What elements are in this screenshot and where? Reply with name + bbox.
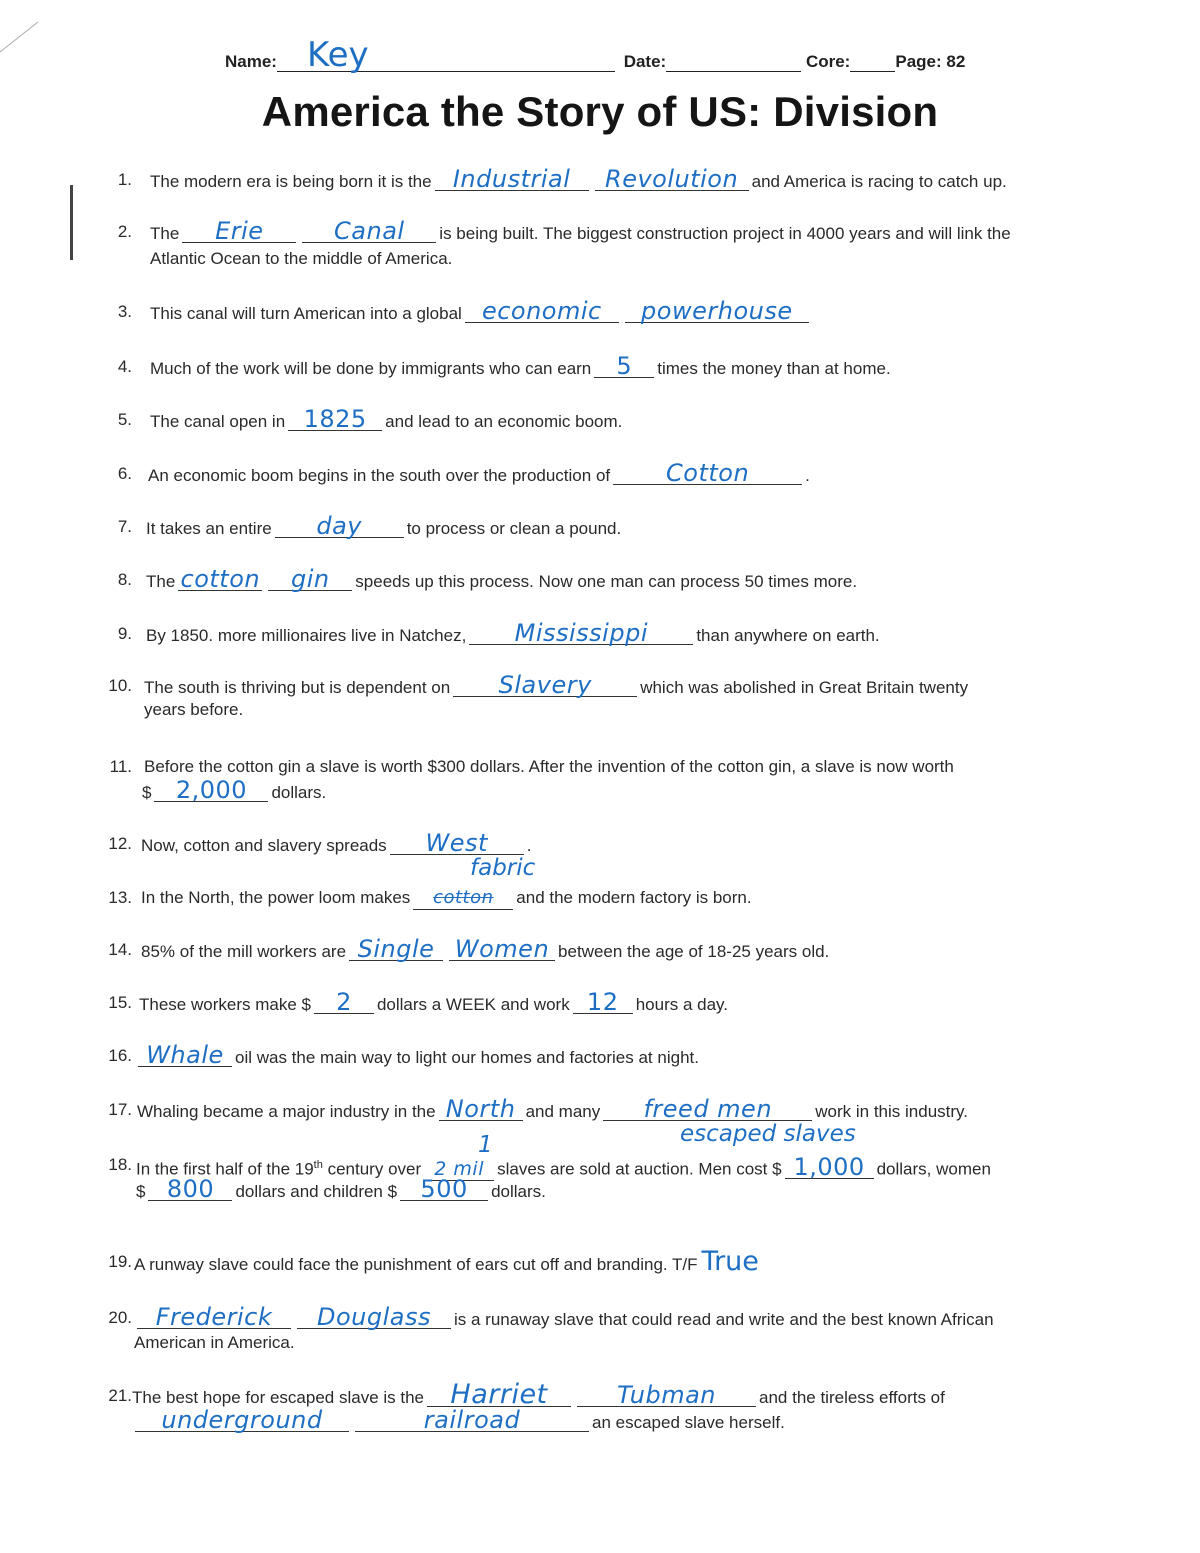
answer-blank[interactable]: Erie: [182, 220, 296, 243]
question-number: 10.: [108, 676, 132, 695]
answer-blank[interactable]: West: [390, 832, 524, 855]
question-number: 19.: [108, 1252, 132, 1271]
answer-blank[interactable]: Canal: [302, 220, 436, 243]
question-number: 16.: [108, 1046, 132, 1065]
question-number: 6.: [117, 464, 132, 483]
answer-blank[interactable]: 2,000: [154, 779, 268, 802]
question-text: A runway slave could face the punishment of ears cut off and branding. T/F True: [134, 1246, 759, 1277]
answer-blank[interactable]: freed men: [603, 1098, 812, 1121]
name-label: Name:: [225, 52, 277, 71]
question-number: 5.: [117, 410, 132, 429]
answer-blank[interactable]: 800: [148, 1178, 232, 1201]
question-text-line2: American in America.: [134, 1333, 295, 1352]
answer-blank[interactable]: Mississippi: [469, 622, 693, 645]
name-field: [277, 35, 615, 75]
question-text-line2: $ 2,000 dollars.: [142, 776, 327, 804]
question-text: An economic boom begins in the south over the production of Cotton .: [148, 459, 810, 487]
answer-blank[interactable]: 12: [573, 991, 633, 1014]
question-number: 13.: [108, 888, 132, 907]
worksheet-header: [225, 35, 966, 75]
question-text: Now, cotton and slavery spreads West .: [141, 829, 532, 857]
answer-handwritten[interactable]: True: [701, 1246, 759, 1277]
question-number: 18.: [108, 1155, 132, 1174]
question-number: 1.: [117, 170, 132, 189]
answer-blank[interactable]: 1825: [288, 408, 382, 431]
question-text-line2: $ 800 dollars and children $ 500 dollars.: [136, 1175, 546, 1203]
answer-blank-crossed[interactable]: cotton: [413, 887, 513, 910]
answer-blank[interactable]: powerhouse: [625, 300, 809, 323]
answer-blank[interactable]: gin: [268, 568, 352, 591]
question-text: The Erie Canal is being built. The biggest construction project in 4000 years and will link the: [150, 217, 1011, 245]
page-title: America the Story of US: Division: [261, 88, 939, 135]
answer-blank[interactable]: Harriet: [427, 1384, 571, 1407]
answer-blank[interactable]: North: [439, 1098, 523, 1121]
binder-mark: [70, 185, 73, 260]
question-text: Whale oil was the main way to light our homes and factories at night.: [135, 1044, 699, 1070]
answer-blank[interactable]: Douglass: [297, 1306, 451, 1329]
question-text: Before the cotton gin a slave is worth $300 dollars. After the invention of the cotton gin, a slave is now worth: [144, 757, 954, 776]
answer-blank[interactable]: day: [275, 515, 404, 538]
answer-blank[interactable]: underground: [135, 1409, 349, 1432]
question-text-line2: Atlantic Ocean to the middle of America.: [150, 249, 453, 268]
question-text: The cotton gin speeds up this process. Now one man can process 50 times more.: [146, 565, 858, 593]
question-text: Frederick Douglass is a runaway slave that could read and write and the best known African: [134, 1306, 994, 1332]
answer-blank[interactable]: 1,000: [785, 1156, 874, 1179]
answer-blank[interactable]: economic: [465, 300, 619, 323]
answer-blank[interactable]: Cotton: [613, 462, 802, 485]
question-text: Whaling became a major industry in the North and many freed men work in this industry.: [137, 1095, 968, 1123]
answer-blank[interactable]: cotton: [178, 568, 262, 591]
answer-correction: fabric: [470, 855, 536, 881]
answer-blank[interactable]: railroad: [355, 1409, 589, 1432]
question-number: 2.: [117, 222, 132, 241]
question-text-line2: underground railroad an escaped slave herself.: [132, 1409, 785, 1435]
question-number: 14.: [108, 940, 132, 959]
question-number: 15.: [108, 993, 132, 1012]
answer-blank[interactable]: Women: [449, 938, 555, 961]
answer-blank[interactable]: Single: [349, 938, 443, 961]
answer-blank[interactable]: Slavery: [453, 674, 637, 697]
question-number: 11.: [109, 757, 132, 776]
answer-blank[interactable]: Industrial: [435, 168, 589, 191]
question-number: 8.: [117, 570, 132, 589]
name-value: Key: [306, 35, 369, 75]
question-text: The canal open in 1825 and lead to an economic boom.: [150, 405, 623, 433]
page-label: Page: 82: [895, 52, 966, 71]
question-text: In the first half of the 19th century over 2 mil slaves are sold at auction. Men cost $ 1,000 dollars, women: [136, 1152, 991, 1181]
date-field: [666, 53, 801, 72]
question-text: The modern era is being born it is the Industrial Revolution and America is racing to catch up.: [150, 165, 1007, 193]
question-text: 85% of the mill workers are Single Women between the age of 18-25 years old.: [141, 935, 830, 963]
core-label: Core:: [805, 52, 851, 71]
answer-blank[interactable]: 2 mil: [424, 1158, 494, 1181]
question-number: 7.: [117, 517, 132, 536]
question-number: 9.: [117, 624, 132, 643]
question-number: 12.: [108, 834, 132, 853]
answer-blank[interactable]: 2: [314, 991, 374, 1014]
question-text: Much of the work will be done by immigrants who can earn 5 times the money than at home.: [150, 352, 891, 380]
answer-blank[interactable]: Whale: [138, 1044, 232, 1067]
answer-blank[interactable]: 5: [594, 355, 654, 378]
question-number: 21.: [108, 1386, 132, 1405]
question-text: This canal will turn American into a global economic powerhouse: [150, 300, 812, 326]
answer-correction: 1: [478, 1132, 493, 1158]
date-label: Date:: [623, 52, 667, 71]
question-text: These workers make $ 2 dollars a WEEK and work 12 hours a day.: [139, 988, 728, 1016]
core-field: [850, 53, 895, 72]
question-text: By 1850. more millionaires live in Natchez, Mississippi than anywhere on earth.: [146, 619, 880, 647]
scan-corner-mark: [0, 0, 60, 60]
answer-addition: escaped slaves: [680, 1121, 856, 1147]
question-text: The best hope for escaped slave is the Harriet Tubman and the tireless efforts of: [132, 1379, 945, 1410]
answer-blank[interactable]: Revolution: [595, 168, 749, 191]
question-text: It takes an entire day to process or clean a pound.: [146, 512, 622, 540]
answer-blank[interactable]: Frederick: [137, 1306, 291, 1329]
question-text: The south is thriving but is dependent on Slavery which was abolished in Great Britain twenty: [144, 671, 969, 699]
question-number: 4.: [117, 357, 132, 376]
answer-blank[interactable]: 500: [400, 1178, 488, 1201]
question-number: 17.: [108, 1100, 132, 1119]
question-text-line2: years before.: [144, 700, 244, 719]
answer-blank[interactable]: Tubman: [577, 1384, 756, 1407]
question-number: 20.: [108, 1308, 132, 1327]
question-number: 3.: [117, 302, 132, 321]
question-text: In the North, the power loom makes cotton and the modern factory is born.: [141, 887, 752, 908]
